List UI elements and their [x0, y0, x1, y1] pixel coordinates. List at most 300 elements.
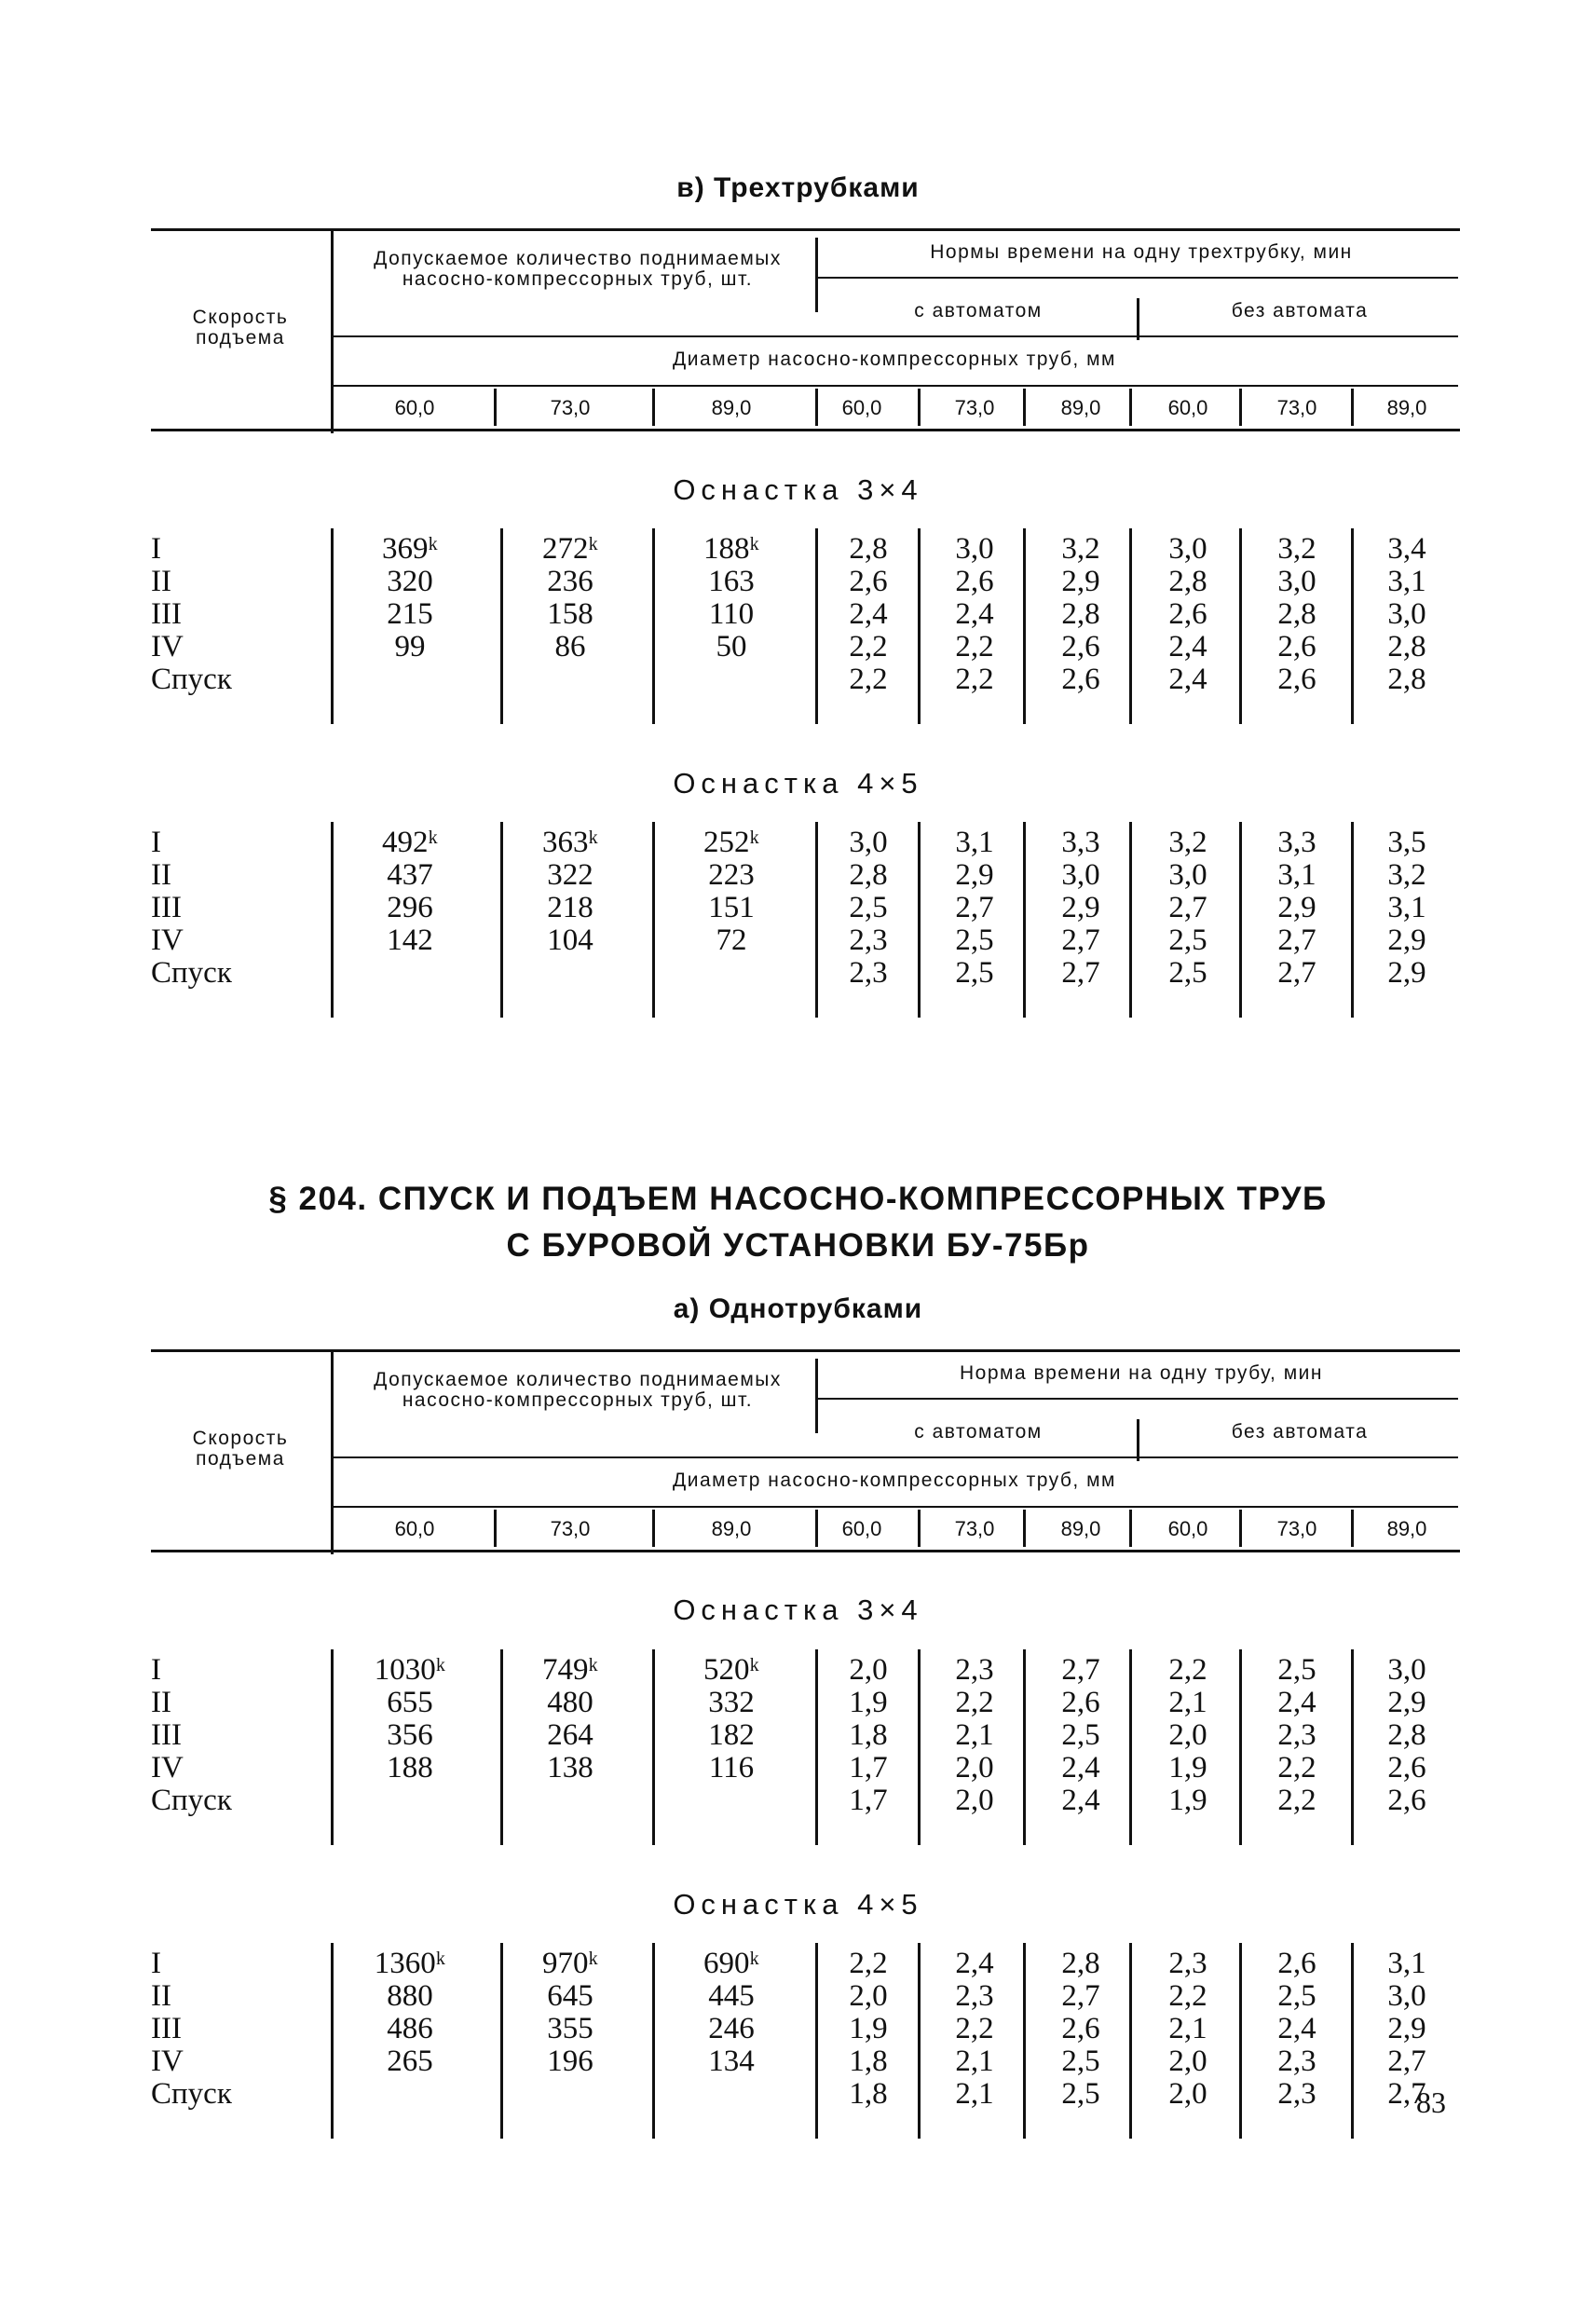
- time-norm-cell: 2,5: [1277, 1979, 1316, 2013]
- diameter-cell: 60,0: [394, 1517, 435, 1540]
- time-norm-cell: 2,5: [1061, 2044, 1100, 2078]
- column-divider: [500, 1943, 503, 2139]
- allowed-count-column: [505, 1948, 635, 2078]
- time-norm-cell: 2,2: [1168, 1653, 1207, 1687]
- row-label: Спуск: [151, 2077, 232, 2111]
- time-norm-cell: 2,2: [955, 630, 994, 663]
- time-norm-cell: 2,1: [1168, 1686, 1207, 1719]
- diameter-divider: [815, 1510, 818, 1547]
- time-norm-cell: 2,9: [1387, 923, 1426, 957]
- column-divider: [500, 822, 503, 1018]
- time-norm-column: [1250, 827, 1344, 990]
- time-norm-cell: 2,7: [1061, 956, 1100, 990]
- row-label: I: [151, 1947, 161, 1980]
- time-norm-cell: 2,5: [849, 891, 888, 924]
- header-rule: [331, 1506, 1458, 1508]
- time-norm-cell: 2,9: [1387, 2012, 1426, 2045]
- allowed-count-cell: 142: [387, 923, 433, 957]
- diameter-divider: [815, 389, 818, 426]
- time-norm-column: [928, 1948, 1021, 2111]
- time-norm-cell: 2,2: [1277, 1784, 1316, 1817]
- time-norm-cell: 2,6: [1168, 597, 1207, 631]
- column-divider: [500, 1649, 503, 1845]
- diameter-header: Диаметр насосно-компрессорных труб, мм: [673, 1470, 1116, 1491]
- time-norm-cell: 2,2: [1277, 1751, 1316, 1785]
- column-divider: [815, 822, 818, 1018]
- column-divider: [331, 1649, 334, 1845]
- time-norm-cell: 3,4: [1387, 532, 1426, 566]
- time-norm-column: [1250, 533, 1344, 696]
- time-norm-cell: 2,7: [1387, 2044, 1426, 2078]
- time-norm-cell: 2,3: [1277, 2077, 1316, 2111]
- time-norm-cell: 1,9: [1168, 1751, 1207, 1785]
- column-divider: [1351, 822, 1354, 1018]
- time-norm-cell: 2,4: [1061, 1784, 1100, 1817]
- allowed-count-cell: 188ᵏ: [703, 532, 759, 566]
- time-norm-cell: 2,0: [1168, 2077, 1207, 2111]
- diameter-divider: [494, 389, 497, 426]
- without-auto-header: без автомата: [1231, 1421, 1369, 1443]
- header-rule: [331, 1456, 1458, 1458]
- time-norm-cell: 2,9: [1061, 565, 1100, 598]
- allowed-count-cell: 332: [708, 1686, 755, 1719]
- column-divider: [1239, 1649, 1242, 1845]
- time-norm-cell: 3,0: [1387, 1979, 1426, 2013]
- table-top-rule: [151, 228, 1460, 231]
- norms-rule: [815, 277, 1458, 279]
- column-divider: [500, 528, 503, 724]
- allowed-count-cell: 480: [547, 1686, 593, 1719]
- allowed-count-cell: 356: [387, 1718, 433, 1752]
- diameter-divider: [1129, 1510, 1132, 1547]
- time-norm-cell: 2,2: [955, 663, 994, 696]
- allowed-count-cell: 182: [708, 1718, 755, 1752]
- time-norm-cell: 3,0: [1168, 532, 1207, 566]
- rig-label: Оснастка 4×5: [673, 1888, 923, 1921]
- allowed-count-cell: 196: [547, 2044, 593, 2078]
- column-divider: [331, 1943, 334, 2139]
- row-label: Спуск: [151, 956, 232, 990]
- time-norm-cell: 2,9: [1387, 956, 1426, 990]
- diameter-cell: 73,0: [1276, 396, 1317, 419]
- allowed-count-cell: 264: [547, 1718, 593, 1752]
- allowed-count-cell: 437: [387, 858, 433, 892]
- allowed-count-cell: 355: [547, 2012, 593, 2045]
- header-divider: [1137, 1419, 1139, 1461]
- time-norm-cell: 3,0: [1061, 858, 1100, 892]
- time-norm-cell: 2,6: [849, 565, 888, 598]
- diameter-cell: 89,0: [1060, 1517, 1101, 1540]
- row-label: II: [151, 858, 171, 892]
- diameter-divider: [918, 1510, 921, 1547]
- row-label: II: [151, 1979, 171, 2013]
- time-norm-cell: 2,7: [1168, 891, 1207, 924]
- column-divider: [1023, 1649, 1026, 1845]
- diameter-cell: 89,0: [711, 1517, 752, 1540]
- time-norm-cell: 2,8: [1061, 1947, 1100, 1980]
- allowed-count-column: [666, 1948, 797, 2078]
- row-label: III: [151, 1718, 182, 1752]
- allowed-count-cell: 970ᵏ: [542, 1947, 598, 1980]
- column-divider: [652, 528, 655, 724]
- time-norm-cell: 2,4: [1168, 663, 1207, 696]
- time-norm-cell: 2,0: [849, 1653, 888, 1687]
- allowed-count-header: Допускаемое количество поднимаемых насосно-компрессорных труб, шт.: [374, 248, 782, 290]
- time-norm-cell: 2,5: [1061, 2077, 1100, 2111]
- allowed-count-cell: 252ᵏ: [703, 826, 759, 859]
- time-norm-cell: 1,9: [849, 1686, 888, 1719]
- time-norm-cell: 2,0: [955, 1751, 994, 1785]
- time-norm-cell: 2,0: [1168, 2044, 1207, 2078]
- time-norm-column: [1360, 533, 1453, 696]
- allowed-count-cell: 50: [716, 630, 747, 663]
- time-norm-cell: 2,8: [849, 858, 888, 892]
- time-norm-cell: 2,6: [1277, 1947, 1316, 1980]
- time-norm-column: [1034, 1654, 1127, 1817]
- row-label: IV: [151, 630, 184, 663]
- allowed-count-cell: 320: [387, 565, 433, 598]
- time-norm-cell: 2,7: [1277, 923, 1316, 957]
- time-norm-cell: 1,9: [1168, 1784, 1207, 1817]
- time-norm-cell: 2,8: [1387, 663, 1426, 696]
- allowed-count-cell: 880: [387, 1979, 433, 2013]
- subtitle-three-pipe: в) Трехтрубками: [676, 172, 920, 203]
- time-norm-column: [822, 533, 915, 696]
- time-norm-cell: 2,2: [955, 2012, 994, 2045]
- column-divider: [1129, 1943, 1132, 2139]
- column-divider: [1351, 528, 1354, 724]
- time-norm-cell: 2,1: [1168, 2012, 1207, 2045]
- time-norm-cell: 3,0: [1387, 1653, 1426, 1687]
- time-norm-cell: 2,6: [1061, 663, 1100, 696]
- row-label: II: [151, 1686, 171, 1719]
- time-norm-cell: 2,7: [1061, 1979, 1100, 2013]
- time-norm-column: [1250, 1948, 1344, 2111]
- column-divider: [918, 822, 921, 1018]
- row-label: I: [151, 1653, 161, 1687]
- column-divider: [652, 1649, 655, 1845]
- time-norm-cell: 2,7: [955, 891, 994, 924]
- allowed-count-column: [505, 533, 635, 663]
- time-norm-cell: 2,8: [1061, 597, 1100, 631]
- time-norm-cell: 2,9: [1277, 891, 1316, 924]
- time-norm-cell: 2,3: [849, 923, 888, 957]
- row-label: III: [151, 891, 182, 924]
- row-labels: [151, 827, 232, 990]
- time-norm-cell: 2,2: [849, 663, 888, 696]
- time-norm-cell: 2,6: [1387, 1784, 1426, 1817]
- diameter-cell: 73,0: [550, 396, 591, 419]
- time-norm-column: [1034, 1948, 1127, 2111]
- with-auto-header: с автоматом: [914, 300, 1043, 321]
- allowed-count-column: [345, 533, 475, 663]
- allowed-count-cell: 246: [708, 2012, 755, 2045]
- allowed-count-cell: 296: [387, 891, 433, 924]
- row-label: II: [151, 565, 171, 598]
- allowed-count-header: Допускаемое количество поднимаемых насосно-компрессорных труб, шт.: [374, 1369, 782, 1411]
- diameter-cell: 89,0: [711, 396, 752, 419]
- time-norm-cell: 2,3: [1277, 1718, 1316, 1752]
- section-title-line-1: § 204. СПУСК И ПОДЪЕМ НАСОСНО-КОМПРЕССОРНЫХ ТРУБ: [268, 1181, 1328, 1217]
- time-norm-column: [822, 1654, 915, 1817]
- table-header-bottom-rule: [151, 1550, 1460, 1552]
- allowed-count-cell: 72: [716, 923, 747, 957]
- column-divider: [1351, 1649, 1354, 1845]
- time-norm-cell: 3,3: [1061, 826, 1100, 859]
- time-norm-cell: 1,9: [849, 2012, 888, 2045]
- row-label: Спуск: [151, 1784, 232, 1817]
- time-norm-cell: 3,0: [955, 532, 994, 566]
- time-norm-cell: 2,0: [1168, 1718, 1207, 1752]
- time-norm-cell: 2,4: [955, 1947, 994, 1980]
- time-norm-cell: 3,1: [1277, 858, 1316, 892]
- time-norm-cell: 3,0: [1168, 858, 1207, 892]
- header-rule: [331, 335, 1458, 337]
- column-divider: [652, 1943, 655, 2139]
- column-divider: [1023, 528, 1026, 724]
- column-divider: [331, 528, 334, 724]
- time-norm-cell: 1,7: [849, 1784, 888, 1817]
- subtitle-single-pipe: а) Однотрубками: [673, 1293, 923, 1324]
- time-norm-cell: 2,2: [1168, 1979, 1207, 2013]
- column-divider: [815, 1943, 818, 2139]
- time-norm-cell: 2,1: [955, 2077, 994, 2111]
- diameter-cell: 60,0: [841, 396, 882, 419]
- diameter-divider: [652, 1510, 655, 1547]
- allowed-count-cell: 110: [708, 597, 755, 631]
- time-norm-column: [1141, 1948, 1235, 2111]
- time-norm-cell: 2,3: [1168, 1947, 1207, 1980]
- allowed-count-column: [505, 1654, 635, 1785]
- time-norm-cell: 1,8: [849, 2044, 888, 2078]
- time-norm-cell: 2,1: [955, 1718, 994, 1752]
- time-norm-cell: 2,9: [1387, 1686, 1426, 1719]
- time-norm-cell: 2,6: [1387, 1751, 1426, 1785]
- table-header-bottom-rule: [151, 429, 1460, 431]
- row-label: I: [151, 532, 161, 566]
- allowed-count-column: [666, 1654, 797, 1785]
- time-norm-cell: 2,6: [1061, 1686, 1100, 1719]
- allowed-count-cell: 86: [554, 630, 586, 663]
- time-norm-cell: 2,4: [1061, 1751, 1100, 1785]
- row-label: IV: [151, 2044, 184, 2078]
- column-divider: [1239, 1943, 1242, 2139]
- diameter-divider: [494, 1510, 497, 1547]
- time-norm-column: [1141, 827, 1235, 990]
- allowed-count-cell: 492ᵏ: [382, 826, 438, 859]
- allowed-count-cell: 223: [708, 858, 755, 892]
- time-norm-cell: 2,8: [1387, 1718, 1426, 1752]
- allowed-count-column: [666, 533, 797, 663]
- time-norm-cell: 2,3: [955, 1979, 994, 2013]
- diameter-divider: [1023, 389, 1026, 426]
- allowed-count-cell: 363ᵏ: [542, 826, 598, 859]
- row-labels: [151, 1654, 232, 1817]
- page-number: 83: [1416, 2085, 1446, 2119]
- column-divider: [1129, 1649, 1132, 1845]
- time-norm-cell: 1,7: [849, 1751, 888, 1785]
- time-norm-cell: 2,3: [955, 1653, 994, 1687]
- time-norm-cell: 2,7: [1277, 956, 1316, 990]
- time-norm-cell: 1,8: [849, 1718, 888, 1752]
- time-norm-column: [822, 827, 915, 990]
- norms-header: Нормы времени на одну трехтрубку, мин: [930, 241, 1353, 263]
- diameter-divider: [1239, 389, 1242, 426]
- diameter-cell: 60,0: [1167, 396, 1208, 419]
- section-title-line-2: С БУРОВОЙ УСТАНОВКИ БУ-75Бр: [506, 1227, 1090, 1264]
- time-norm-cell: 2,0: [955, 1784, 994, 1817]
- header-divider: [1137, 298, 1139, 340]
- with-auto-header: с автоматом: [914, 1421, 1043, 1443]
- diameter-header: Диаметр насосно-компрессорных труб, мм: [673, 349, 1116, 370]
- allowed-count-cell: 655: [387, 1686, 433, 1719]
- time-norm-cell: 2,4: [1277, 1686, 1316, 1719]
- header-divider: [815, 238, 818, 312]
- section-title: [0, 1176, 1596, 1269]
- diameter-cell: 73,0: [1276, 1517, 1317, 1540]
- time-norm-cell: 2,8: [1277, 597, 1316, 631]
- column-divider: [1023, 822, 1026, 1018]
- allowed-count-column: [505, 827, 635, 957]
- column-divider: [1239, 528, 1242, 724]
- allowed-count-cell: 749ᵏ: [542, 1653, 598, 1687]
- time-norm-column: [1250, 1654, 1344, 1817]
- allowed-count-cell: 218: [547, 891, 593, 924]
- rig-label: Оснастка 3×4: [673, 1593, 923, 1626]
- time-norm-column: [1141, 533, 1235, 696]
- allowed-count-cell: 163: [708, 565, 755, 598]
- time-norm-cell: 3,5: [1387, 826, 1426, 859]
- row-label: IV: [151, 1751, 184, 1785]
- allowed-count-column: [345, 827, 475, 957]
- time-norm-cell: 2,8: [1387, 630, 1426, 663]
- time-norm-cell: 2,2: [955, 1686, 994, 1719]
- allowed-count-column: [666, 827, 797, 957]
- time-norm-cell: 2,5: [1168, 923, 1207, 957]
- time-norm-cell: 2,4: [849, 597, 888, 631]
- time-norm-cell: 3,1: [1387, 565, 1426, 598]
- column-divider: [815, 1649, 818, 1845]
- row-label: IV: [151, 923, 184, 957]
- time-norm-column: [928, 827, 1021, 990]
- time-norm-cell: 3,3: [1277, 826, 1316, 859]
- allowed-count-cell: 188: [387, 1751, 433, 1785]
- time-norm-cell: 2,6: [1277, 663, 1316, 696]
- time-norm-cell: 3,2: [1168, 826, 1207, 859]
- column-divider: [815, 528, 818, 724]
- row-label: III: [151, 2012, 182, 2045]
- time-norm-cell: 2,3: [1277, 2044, 1316, 2078]
- rig-label: Оснастка 3×4: [673, 473, 923, 506]
- time-norm-cell: 2,9: [955, 858, 994, 892]
- row-labels: [151, 1948, 232, 2111]
- norms-rule: [815, 1398, 1458, 1400]
- diameter-cell: 60,0: [394, 396, 435, 419]
- time-norm-cell: 2,1: [955, 2044, 994, 2078]
- time-norm-cell: 3,2: [1387, 858, 1426, 892]
- time-norm-cell: 3,1: [1387, 1947, 1426, 1980]
- diameter-divider: [1023, 1510, 1026, 1547]
- column-divider: [1351, 1943, 1354, 2139]
- allowed-count-cell: 520ᵏ: [703, 1653, 759, 1687]
- speed-header: Скорость подъема: [192, 307, 289, 349]
- diameter-cell: 60,0: [1167, 1517, 1208, 1540]
- column-divider: [1239, 822, 1242, 1018]
- time-norm-column: [1360, 1654, 1453, 1817]
- diameter-cell: 60,0: [841, 1517, 882, 1540]
- column-divider: [1023, 1943, 1026, 2139]
- rig-label: Оснастка 4×5: [673, 767, 923, 800]
- time-norm-cell: 2,7: [1061, 923, 1100, 957]
- header-divider: [331, 1349, 334, 1554]
- allowed-count-cell: 690ᵏ: [703, 1947, 759, 1980]
- allowed-count-cell: 265: [387, 2044, 433, 2078]
- header-divider: [815, 1359, 818, 1433]
- header-rule: [331, 385, 1458, 387]
- time-norm-cell: 3,0: [1387, 597, 1426, 631]
- time-norm-cell: 2,8: [1168, 565, 1207, 598]
- table-top-rule: [151, 1349, 1460, 1352]
- column-divider: [918, 528, 921, 724]
- diameter-divider: [1239, 1510, 1242, 1547]
- time-norm-cell: 1,8: [849, 2077, 888, 2111]
- time-norm-cell: 2,7: [1061, 1653, 1100, 1687]
- diameter-divider: [1129, 389, 1132, 426]
- allowed-count-cell: 138: [547, 1751, 593, 1785]
- allowed-count-cell: 1030ᵏ: [374, 1653, 446, 1687]
- allowed-count-cell: 486: [387, 2012, 433, 2045]
- time-norm-cell: 2,5: [1168, 956, 1207, 990]
- time-norm-cell: 2,7: [1387, 2077, 1426, 2111]
- time-norm-column: [1360, 827, 1453, 990]
- row-label: Спуск: [151, 663, 232, 696]
- time-norm-cell: 3,2: [1277, 532, 1316, 566]
- time-norm-cell: 2,4: [1277, 2012, 1316, 2045]
- diameter-divider: [1351, 1510, 1354, 1547]
- time-norm-cell: 2,6: [1061, 630, 1100, 663]
- diameter-cell: 73,0: [954, 396, 995, 419]
- diameter-divider: [1351, 389, 1354, 426]
- time-norm-cell: 2,0: [849, 1979, 888, 2013]
- time-norm-cell: 2,5: [1277, 1653, 1316, 1687]
- diameter-divider: [918, 389, 921, 426]
- time-norm-column: [822, 1948, 915, 2111]
- time-norm-cell: 2,6: [1061, 2012, 1100, 2045]
- time-norm-cell: 3,0: [1277, 565, 1316, 598]
- allowed-count-cell: 645: [547, 1979, 593, 2013]
- column-divider: [1129, 528, 1132, 724]
- diameter-cell: 73,0: [954, 1517, 995, 1540]
- time-norm-cell: 3,0: [849, 826, 888, 859]
- without-auto-header: без автомата: [1231, 300, 1369, 321]
- allowed-count-cell: 215: [387, 597, 433, 631]
- time-norm-cell: 2,8: [849, 532, 888, 566]
- time-norm-column: [1034, 827, 1127, 990]
- allowed-count-cell: 369ᵏ: [382, 532, 438, 566]
- allowed-count-cell: 151: [708, 891, 755, 924]
- time-norm-cell: 2,5: [955, 956, 994, 990]
- column-divider: [1129, 822, 1132, 1018]
- header-divider: [331, 228, 334, 433]
- column-divider: [918, 1649, 921, 1845]
- allowed-count-column: [345, 1654, 475, 1785]
- diameter-cell: 73,0: [550, 1517, 591, 1540]
- diameter-cell: 89,0: [1386, 396, 1427, 419]
- column-divider: [652, 822, 655, 1018]
- time-norm-cell: 2,3: [849, 956, 888, 990]
- diameter-cell: 89,0: [1386, 1517, 1427, 1540]
- time-norm-cell: 2,5: [955, 923, 994, 957]
